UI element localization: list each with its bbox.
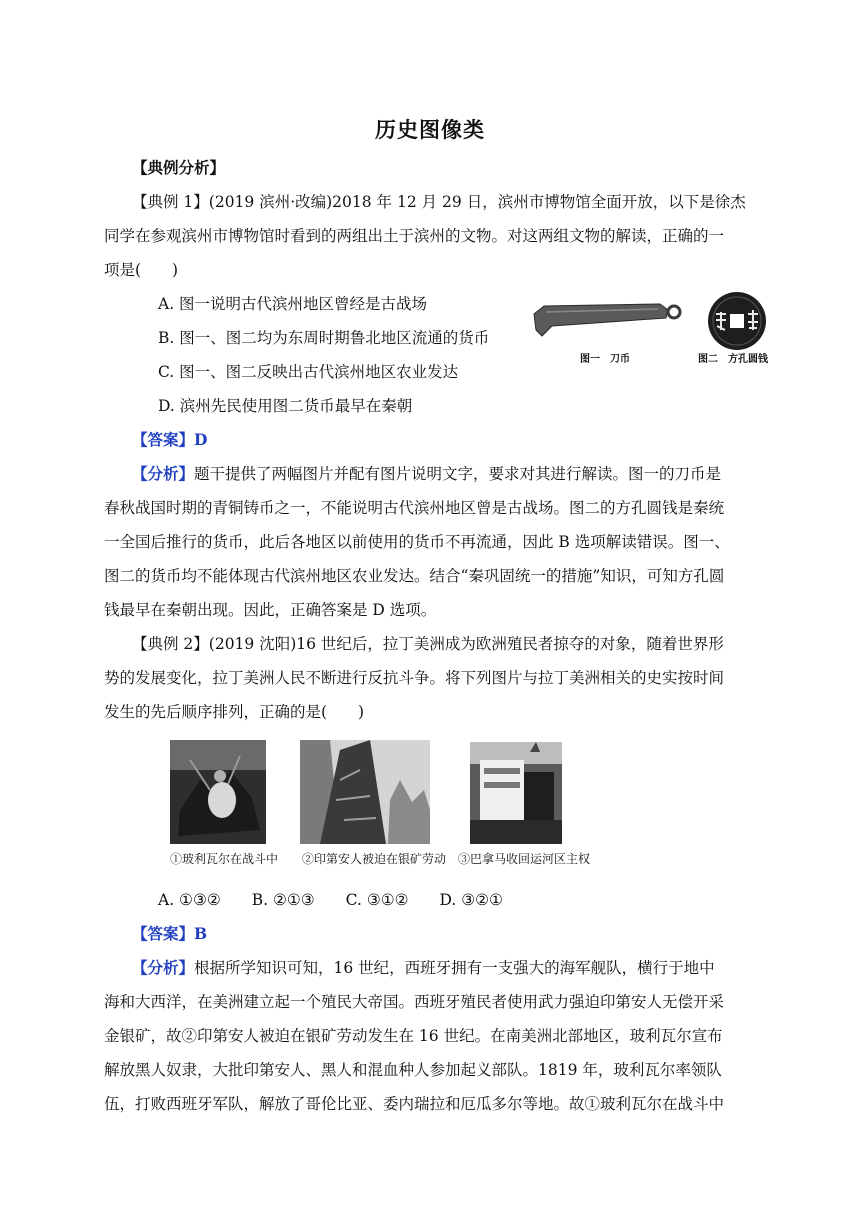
knife-coin-image <box>532 296 682 346</box>
silver-mine-image <box>300 740 430 844</box>
ex1-line-3: 项是( ) <box>104 261 179 279</box>
ex1-option-c: C. 图一、图二反映出古代滨州地区农业发达 <box>158 363 459 381</box>
ex2-analysis-line-2: 海和大西洋，在美洲建立起一个殖民大帝国。西班牙殖民者使用武力强迫印第安人无偿开采 <box>104 993 725 1011</box>
ex1-analysis-line-2: 春秋战国时期的青铜铸币之一，不能说明古代滨州地区曾是古战场。图二的方孔圆钱是秦统 <box>104 499 725 517</box>
ex2-line-3: 发生的先后顺序排列，正确的是( ) <box>104 703 365 721</box>
fig1-caption: 图一 刀币 <box>580 354 630 365</box>
panama-canal-image <box>470 742 562 844</box>
ex1-line-2: 同学在参观滨州市博物馆时看到的两组出土于滨州的文物。对这两组文物的解读，正确的一 <box>104 227 725 245</box>
ex2-analysis-line-4: 解放黑人奴隶，大批印第安人、黑人和混血种人参加起义部队。1819 年，玻利瓦尔率领队 <box>104 1061 722 1079</box>
ex1-answer-label: 【答案】 <box>132 430 195 449</box>
pic3-caption: ③巴拿马收回运河区主权 <box>458 852 591 866</box>
ex1-analysis-line-3: 一全国后推行的货币，此后各地区以前使用的货币不再流通，因此 B 选项解读错误。图一、 <box>104 533 730 551</box>
ex2-line-2: 势的发展变化，拉丁美洲人民不断进行反抗斗争。将下列图片与拉丁美洲相关的史实按时间 <box>104 669 725 687</box>
ex1-line-1: 【典例 1】(2019 滨州·改编)2018 年 12 月 29 日，滨州市博物馆全面开放，以下是徐杰 <box>132 193 746 211</box>
ex1-analysis-line-5: 钱最早在秦朝出现。因此，正确答案是 D 选项。 <box>104 601 437 619</box>
ex2-answer-value: B <box>194 924 208 943</box>
ex1-analysis-line-1 <box>132 464 721 484</box>
ex2-analysis-line-5: 伍，打败西班牙军队，解放了哥伦比亚、委内瑞拉和厄瓜多尔等地。故①玻利瓦尔在战斗中 <box>104 1095 725 1113</box>
ex2-analysis-label: 【分析】 <box>132 958 195 977</box>
ex2-analysis-text-1: 根据所学知识可知，16 世纪，西班牙拥有一支强大的海军舰队，横行于地中 <box>194 959 715 977</box>
ex1-option-a: A. 图一说明古代滨州地区曾经是古战场 <box>158 295 428 313</box>
square-hole-coin-image <box>706 290 768 352</box>
pic2-caption: ②印第安人被迫在银矿劳动 <box>302 852 447 866</box>
ex1-answer-value: D <box>194 430 208 449</box>
ex2-answer <box>132 924 207 944</box>
ex1-answer <box>132 430 207 450</box>
ex2-analysis-line-3: 金银矿，故②印第安人被迫在银矿劳动发生在 16 世纪。在南美洲北部地区，玻利瓦尔宣布 <box>104 1027 723 1045</box>
ex1-analysis-label: 【分析】 <box>132 464 195 483</box>
section-heading: 【典例分析】 <box>132 158 226 177</box>
ex2-answer-label: 【答案】 <box>132 924 195 943</box>
ex1-analysis-line-4: 图二的货币均不能体现古代滨州地区农业发达。结合“秦巩固统一的措施”知识，可知方孔圆 <box>104 567 725 585</box>
pic1-caption: ①玻利瓦尔在战斗中 <box>170 852 279 866</box>
ex2-analysis-line-1 <box>132 958 715 978</box>
ex1-option-d: D. 滨州先民使用图二货币最早在秦朝 <box>158 397 413 415</box>
bolivar-battle-image <box>170 740 266 844</box>
page-title: 历史图像类 <box>375 118 485 142</box>
ex2-options: A. ①③② B. ②①③ C. ③①② D. ③②① <box>158 891 503 909</box>
ex2-line-1: 【典例 2】(2019 沈阳)16 世纪后，拉丁美洲成为欧洲殖民者掠夺的对象，随着世界形 <box>132 635 724 653</box>
fig2-caption: 图二 方孔圆钱 <box>698 354 768 365</box>
ex1-option-b: B. 图一、图二均为东周时期鲁北地区流通的货币 <box>158 329 490 347</box>
ex1-analysis-text-1: 题干提供了两幅图片并配有图片说明文字，要求对其进行解读。图一的刀币是 <box>194 465 722 483</box>
